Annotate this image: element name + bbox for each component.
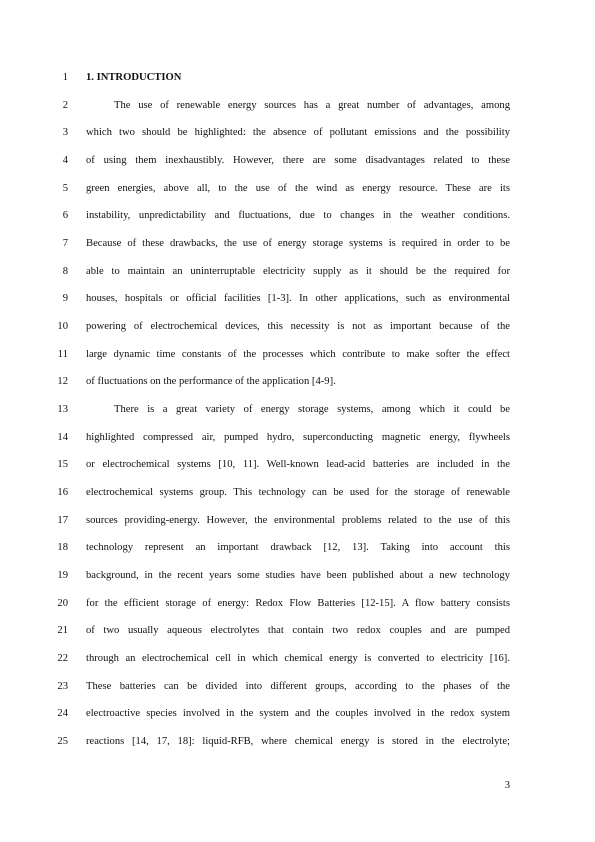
manuscript-line — [0, 595, 595, 613]
body-text-line: highlighted compressed air, pumped hydro, superconducting magnetic energy, flywheels — [86, 431, 510, 443]
section-heading: 1. INTRODUCTION — [86, 72, 182, 83]
manuscript-line — [0, 124, 595, 142]
line-number: 25 — [57, 735, 68, 747]
line-number: 20 — [57, 597, 68, 609]
body-text-line: There is a great variety of energy storage systems, among which it could be — [114, 403, 510, 415]
body-text-line: background, in the recent years some studies have been published about a new technology — [86, 569, 510, 581]
line-number: 9 — [62, 293, 68, 305]
manuscript-line — [0, 678, 595, 696]
line-number: 15 — [57, 459, 68, 471]
body-text-line: electroactive species involved in the system and the couples involved in the redox system — [86, 708, 510, 720]
line-number: 21 — [57, 625, 68, 637]
manuscript-line — [0, 484, 595, 502]
body-text-line: able to maintain an uninterruptable electricity supply as it should be the required for — [86, 265, 510, 277]
body-text-line: which two should be highlighted: the absence of pollutant emissions and the possibility — [86, 127, 510, 139]
line-number: 17 — [57, 514, 68, 526]
body-text-line: The use of renewable energy sources has a great number of advantages, among — [114, 99, 510, 111]
manuscript-line — [0, 567, 595, 585]
body-text-line: Because of these drawbacks, the use of energy storage systems is required in order to be — [86, 237, 510, 249]
manuscript-line — [0, 373, 595, 391]
body-text-line: of two usually aqueous electrolytes that contain two redox couples and are pumped — [86, 625, 510, 637]
body-text-line: large dynamic time constants of the processes which contribute to make softer the effect — [86, 348, 510, 360]
body-text-line: houses, hospitals or official facilities [1-3]. In other applications, such as environmental — [86, 293, 510, 305]
line-number: 2 — [62, 99, 68, 111]
body-text-line: of using them inexhaustibly. However, there are some disadvantages related to these — [86, 154, 510, 166]
line-number: 18 — [57, 542, 68, 554]
line-number: 10 — [57, 320, 68, 332]
manuscript-line — [0, 733, 595, 751]
manuscript-line — [0, 622, 595, 640]
line-number: 7 — [62, 237, 68, 249]
line-number: 16 — [57, 486, 68, 498]
body-text-line: of fluctuations on the performance of the application [4-9]. — [86, 376, 336, 388]
body-text-line: through an electrochemical cell in which chemical energy is converted to electricity [16]. — [86, 652, 510, 664]
line-number: 19 — [57, 569, 68, 581]
body-text-line: reactions [14, 17, 18]: liquid-RFB, where chemical energy is stored in the electrolyte; — [86, 735, 510, 747]
manuscript-line — [0, 401, 595, 419]
line-number: 5 — [62, 182, 68, 194]
manuscript-line — [0, 97, 595, 115]
manuscript-line — [0, 152, 595, 170]
body-text-line: green energies, above all, to the use of the wind as energy resource. These are its — [86, 182, 510, 194]
body-text-line: or electrochemical systems [10, 11]. Well-known lead-acid batteries are included in the — [86, 459, 510, 471]
manuscript-line — [0, 705, 595, 723]
manuscript-line — [0, 263, 595, 281]
body-text-line: technology represent an important drawback [12, 13]. Taking into account this — [86, 542, 510, 554]
body-text-line: sources providing-energy. However, the environmental problems related to the use of this — [86, 514, 510, 526]
body-text-line: for the efficient storage of energy: Redox Flow Batteries [12-15]. A flow battery consists — [86, 597, 510, 609]
manuscript-line — [0, 429, 595, 447]
line-number: 24 — [57, 708, 68, 720]
body-text-line: electrochemical systems group. This technology can be used for the storage of renewable — [86, 486, 510, 498]
manuscript-line — [0, 539, 595, 557]
body-text-line: powering of electrochemical devices, this necessity is not as important because of the — [86, 320, 510, 332]
line-number: 6 — [62, 210, 68, 222]
line-number: 22 — [57, 652, 68, 664]
line-number: 3 — [62, 127, 68, 139]
page-number: 3 — [504, 780, 510, 791]
manuscript-line — [0, 318, 595, 336]
manuscript-line — [0, 69, 595, 87]
line-number: 8 — [62, 265, 68, 277]
manuscript-line — [0, 207, 595, 225]
manuscript-line — [0, 180, 595, 198]
line-number: 4 — [62, 154, 68, 166]
manuscript-line — [0, 650, 595, 668]
manuscript-line — [0, 235, 595, 253]
manuscript-line — [0, 290, 595, 308]
line-number: 12 — [57, 376, 68, 388]
manuscript-line — [0, 456, 595, 474]
body-text-line: instability, unpredictability and fluctuations, due to changes in the weather conditions. — [86, 210, 510, 222]
manuscript-line — [0, 512, 595, 530]
line-number: 14 — [57, 431, 68, 443]
line-number: 1 — [62, 72, 68, 83]
line-number: 23 — [57, 680, 68, 692]
line-number: 11 — [57, 348, 68, 360]
body-text-line: These batteries can be divided into different groups, according to the phases of the — [86, 680, 510, 692]
manuscript-line — [0, 346, 595, 364]
line-number: 13 — [57, 403, 68, 415]
